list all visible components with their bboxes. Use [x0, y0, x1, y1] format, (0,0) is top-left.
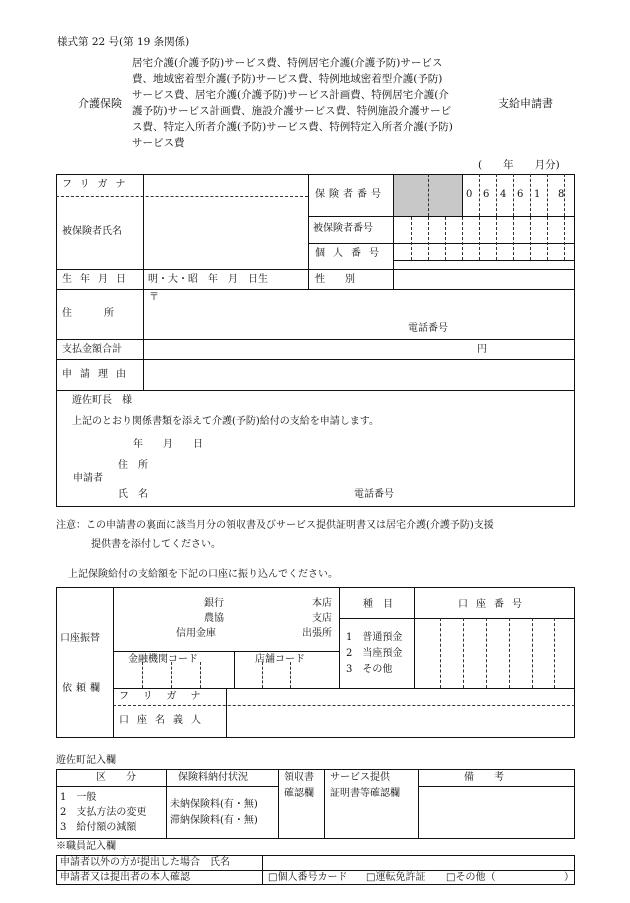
bank-furigana: フリガナ — [119, 691, 215, 702]
insurer-digit: 4 — [500, 189, 507, 200]
service-line: 護予防)サービス計画費、施設介護サービス費、特例施設介護サービ — [132, 105, 452, 117]
applicant-label: 申請者 — [73, 473, 103, 484]
type-option: 3 その他 — [346, 664, 393, 675]
type-option: 1 普通預金 — [346, 632, 403, 643]
check-personal-card[interactable]: □個人番号カード — [268, 872, 348, 883]
form-number: 様式第 22 号(第 19 条関係) — [57, 36, 190, 48]
payment-total-label: 支払金額合計 — [62, 344, 122, 355]
col-remarks: 備 考 — [464, 772, 504, 783]
insured-name-label: 被保険者氏名 — [62, 226, 122, 237]
premium-row: 滞納保険料(有・無) — [170, 815, 258, 826]
address-label: 住 所 — [62, 308, 118, 319]
note-line-1: 注意：この申請書の裏面に該当月分の領収書及びサービス提供証明書又は居宅介護(介護予防)支援 — [56, 520, 494, 531]
transfer-label: 口座振替 — [60, 633, 100, 644]
office-title: 遊佐町記入欄 — [56, 755, 116, 766]
type-label: 種 目 — [363, 599, 393, 610]
category-item: 3 給付額の減額 — [60, 822, 137, 833]
bank-name: 信用金庫 — [176, 628, 216, 639]
statement: 上記のとおり関係書類を添えて介護(予防)給付の支給を申請します。 — [72, 416, 380, 427]
branch-code-label: 店舗コード — [255, 654, 305, 665]
service-line: サービス費、居宅介護(介護予防)サービス計画費、特例居宅介護(介 — [132, 89, 449, 101]
close-paren: ） — [564, 872, 574, 883]
category-item: 1 一般 — [60, 792, 97, 803]
branch-name: 出張所 — [302, 628, 332, 639]
insurer-digit: 0 — [466, 189, 473, 200]
account-number-label: 口座番号 — [458, 599, 530, 610]
insurer-digit: 6 — [483, 189, 490, 200]
postal-mark: 〒 — [149, 292, 159, 303]
check-other[interactable]: □その他（ — [446, 872, 496, 883]
title-right: 支給申請書 — [498, 97, 553, 110]
declaration-phone: 電話番号 — [354, 489, 394, 500]
col-category: 区 分 — [96, 772, 136, 783]
col-premium: 保険料納付状況 — [178, 772, 248, 783]
col-service: 証明書等確認欄 — [330, 788, 400, 799]
col-receipt: 領収書 — [284, 772, 314, 783]
note-line-2: 提供書を添付してください。 — [91, 539, 221, 550]
declaration-address: 住 所 — [118, 460, 148, 471]
yen-label: 円 — [477, 344, 487, 355]
phone-label: 電話番号 — [408, 323, 448, 334]
furigana-label: フリガナ — [62, 179, 134, 190]
insurer-digit: 6 — [517, 189, 524, 200]
staff-row2-label: 申請者又は提出者の本人確認 — [60, 872, 190, 883]
service-line: 費、地域密着型介護(予防)サービス費、特例地域密着型介護(予防) — [132, 73, 443, 85]
date-header: ( 年 月分) — [478, 159, 560, 171]
type-option: 2 当座預金 — [346, 648, 403, 659]
birth-label: 生年月日 — [62, 274, 134, 285]
insured-number-label: 被保険者番号 — [313, 223, 373, 234]
premium-row: 未納保険料(有・無) — [170, 799, 258, 810]
request-label: 依頼欄 — [62, 683, 104, 694]
insurer-number-label: 保険者番号 — [315, 189, 385, 200]
service-line: 居宅介護(介護予防)サービス費、特例居宅介護(介護予防)サービス — [132, 57, 443, 69]
service-line: サービス費 — [132, 137, 185, 149]
insurer-digit: 1 — [534, 189, 541, 200]
category-item: 2 支払方法の変更 — [60, 807, 147, 818]
col-receipt: 確認欄 — [284, 788, 314, 799]
addressee: 遊佐町長 様 — [72, 395, 132, 406]
institution-code-label: 金融機関コード — [128, 654, 198, 665]
insurer-digit: 8 — [558, 189, 565, 200]
staff-title: ※職員記入欄 — [56, 841, 116, 852]
declaration-name: 氏 名 — [118, 489, 148, 500]
branch-name: 支店 — [312, 613, 332, 624]
holder-label: 口座名義人 — [119, 715, 209, 726]
bank-intro: 上記保険給付の支給額を下記の口座に振り込んでください。 — [68, 569, 338, 580]
staff-row1-label: 申請者以外の方が提出した場合 氏名 — [60, 857, 230, 868]
personal-number-label: 個人番号 — [315, 248, 387, 259]
reason-label: 申請理由 — [62, 369, 134, 380]
declaration-date: 年 月 日 — [133, 439, 203, 450]
sex-label: 性 別 — [315, 274, 355, 285]
birth-value: 明・大・昭 年 月 日生 — [148, 274, 268, 285]
bank-name: 農協 — [204, 613, 224, 624]
check-license[interactable]: □運転免許証 — [366, 872, 426, 883]
bank-name: 銀行 — [204, 598, 224, 609]
service-line: ス費、特定入所者介護(予防)サービス費、特例特定入所者介護(予防) — [132, 121, 453, 133]
col-service: サービス提供 — [330, 772, 390, 783]
branch-name: 本店 — [312, 598, 332, 609]
title-left: 介護保険 — [78, 97, 122, 110]
